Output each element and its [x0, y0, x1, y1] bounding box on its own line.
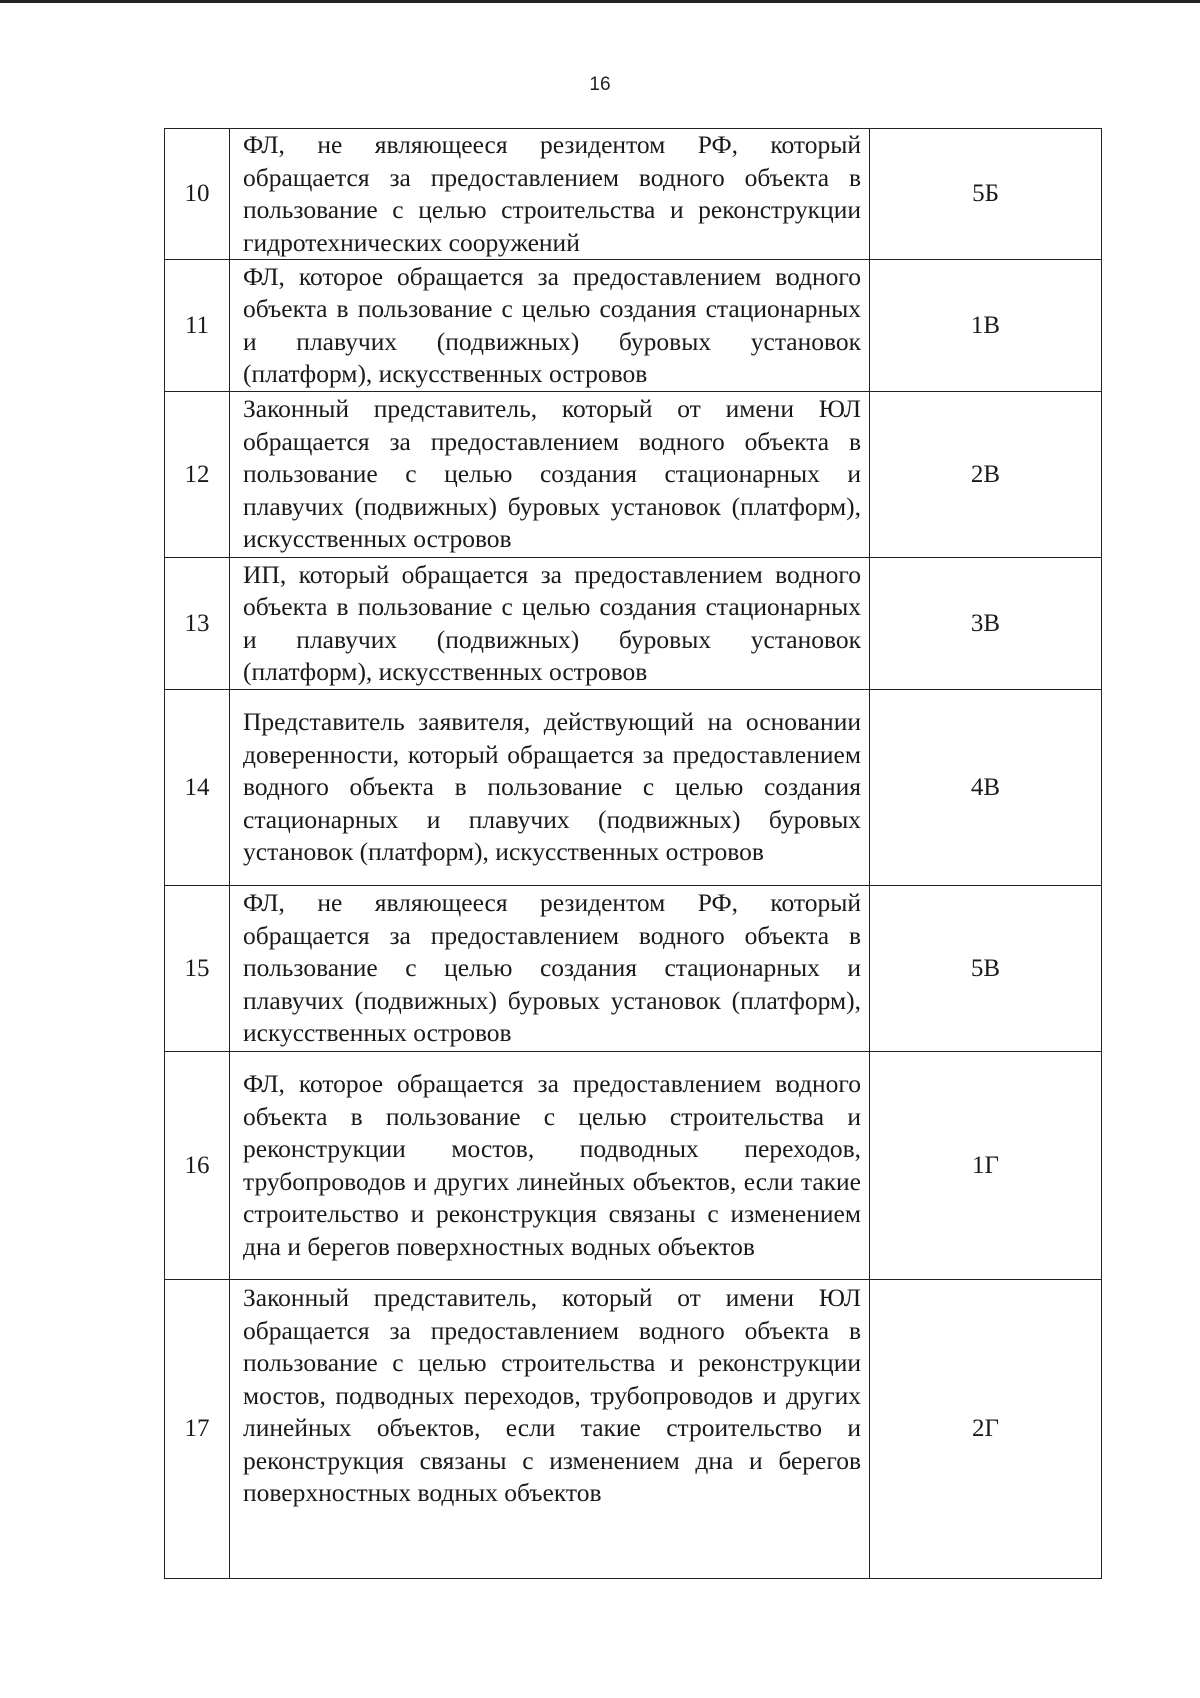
scan-edge	[0, 0, 1200, 3]
table-row	[165, 558, 1102, 690]
row-code: 4В	[870, 690, 1102, 886]
row-number: 14	[165, 690, 230, 886]
row-description: Законный представитель, который от имени ЮЛ обращается за предоставлением водного объекта в пользование с целью строительства и реконструкции мостов, подводных переходов, трубопроводов и других линейных объектов, если такие строительство и реконструкция связаны с изменением дна и берегов поверхностных водных объектов	[230, 1280, 870, 1579]
row-code: 2В	[870, 392, 1102, 558]
row-description: ФЛ, которое обращается за предоставлением водного объекта в пользование с целью строительства и реконструкции мостов, подводных переходов, трубопроводов и других линейных объектов, если такие строительство и реконструкция связаны с изменением дна и берегов поверхностных водных объектов	[230, 1052, 870, 1280]
table-row	[165, 690, 1102, 886]
row-description: ИП, который обращается за предоставлением водного объекта в пользование с целью создания стационарных и плавучих (подвижных) буровых установок (платформ), искусственных островов	[230, 558, 870, 690]
table-row	[165, 886, 1102, 1052]
row-code: 1В	[870, 260, 1102, 392]
row-number: 16	[165, 1052, 230, 1280]
services-table	[164, 128, 1102, 1579]
row-number: 15	[165, 886, 230, 1052]
table-row	[165, 1280, 1102, 1579]
row-description: ФЛ, не являющееся резидентом РФ, который обращается за предоставлением водного объекта в пользование с целью строительства и реконструкции гидротехнических сооружений	[230, 129, 870, 260]
table-row	[165, 260, 1102, 392]
row-number: 10	[165, 129, 230, 260]
table-row	[165, 392, 1102, 558]
row-code: 2Г	[870, 1280, 1102, 1579]
page-number: 16	[589, 74, 611, 95]
row-number: 12	[165, 392, 230, 558]
row-description: ФЛ, которое обращается за предоставлением водного объекта в пользование с целью создания стационарных и плавучих (подвижных) буровых установок (платформ), искусственных островов	[230, 260, 870, 392]
row-number: 13	[165, 558, 230, 690]
row-description: ФЛ, не являющееся резидентом РФ, который обращается за предоставлением водного объекта в пользование с целью создания стационарных и плавучих (подвижных) буровых установок (платформ), искусственных островов	[230, 886, 870, 1052]
row-code: 5Б	[870, 129, 1102, 260]
row-code: 1Г	[870, 1052, 1102, 1280]
row-code: 3В	[870, 558, 1102, 690]
row-code: 5В	[870, 886, 1102, 1052]
row-number: 11	[165, 260, 230, 392]
row-number: 17	[165, 1280, 230, 1579]
row-description: Законный представитель, который от имени ЮЛ обращается за предоставлением водного объекта в пользование с целью создания стационарных и плавучих (подвижных) буровых установок (платформ), искусственных островов	[230, 392, 870, 558]
table-row	[165, 129, 1102, 260]
table-row	[165, 1052, 1102, 1280]
row-description: Представитель заявителя, действующий на основании доверенности, который обращается за предоставлением водного объекта в пользование с целью создания стационарных и плавучих (подвижных) буровых установок (платформ), искусственных островов	[230, 690, 870, 886]
